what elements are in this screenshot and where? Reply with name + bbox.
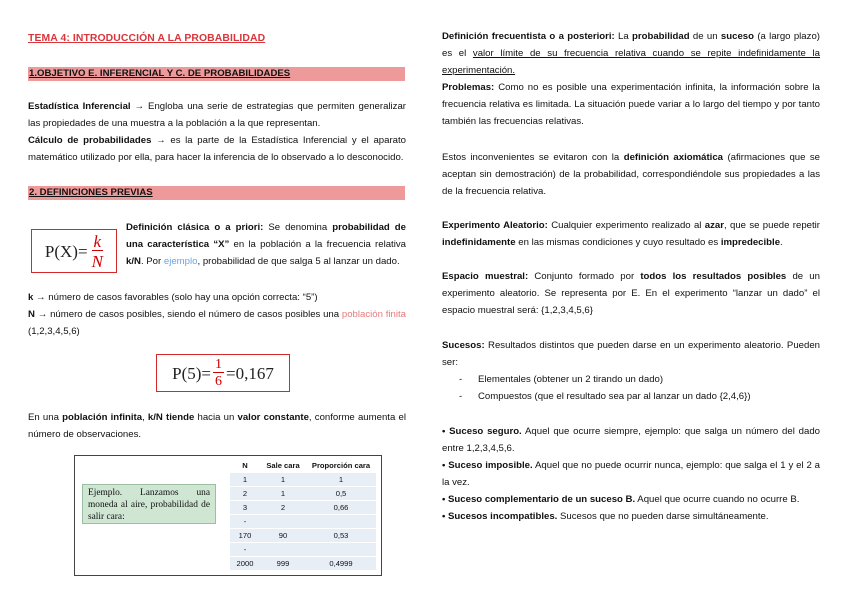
table-row [230, 529, 376, 543]
table-row [230, 487, 376, 501]
section-heading-objetivo: 1.OBJETIVO E. INFERENCIAL Y C. DE PROBABILIDADES [28, 67, 405, 81]
paragraph-espacio-muestral: Espacio muestral: Conjunto formado por todos los resultados posibles de un experimento aleatorio. Se representa por E. En el experimento “lanzar un dado” el espacio muestral será: {1,2,3,4,5,6} [442, 271, 820, 316]
paragraph-sucesos: Sucesos: Resultados distintos que pueden darse en un experimento aleatorio. Pueden ser: [442, 340, 820, 368]
list-item: - Compuestos (que el resultado sea par al lanzar un dado {2,4,6}) [442, 388, 820, 405]
table-row [230, 557, 376, 571]
table-cell: 0,66 [306, 501, 376, 515]
paragraph-problemas: Problemas: Como no es posible una experimentación infinita, la información sobre la frecuencia relativa es limitada. La situación puede variar a lo largo del tiempo y por tanto también las frecuencias relativas. [442, 82, 820, 127]
table-cell: 0,53 [306, 529, 376, 543]
paragraph-axiomatica: Estos inconvenientes se evitaron con la definición axiomática (afirmaciones que se aceptan sin demostración) de la probabilidad, correspondiéndole sus propiedades a las de la frecuencia relativa. [442, 152, 820, 197]
bullet-suceso-seguro: • Suceso seguro. Aquel que ocurre siempre, ejemplo: que salga un número del dado entre 1,2,3,4,5,6. [442, 426, 820, 454]
paragraph-n-definition: N → número de casos posibles, siendo el número de casos posibles una población finita (1,2,3,4,5,6) [28, 309, 406, 337]
table-cell: 1 [260, 487, 306, 501]
table-cell: 1 [230, 473, 260, 487]
table-cell [260, 543, 306, 557]
table-cell [260, 515, 306, 529]
table-row [230, 473, 376, 487]
paragraph-k-definition: k → número de casos favorables (solo hay una opción correcta: “5”) [28, 292, 318, 303]
table-cell: 2000 [230, 557, 260, 571]
table-cell: 0,4999 [306, 557, 376, 571]
paragraph-definicion-clasica: Definición clásica o a priori: Se denomina probabilidad de una característica “X” en la población a la frecuencia relativa k/N. Por ejemplo, probabilidad de que salga 5 al lanzar un dado. [126, 222, 406, 267]
paragraph-definicion-frecuentista: Definición frecuentista o a posteriori: La probabilidad de un suceso (a largo plazo) es el valor límite de su frecuencia relativa cuando se repite indefinidamente la experimentación. [442, 31, 820, 76]
ejemplo-link: ejemplo [163, 256, 198, 267]
table-header: Sale cara [266, 461, 300, 470]
formula-p5: P(5)= $\frac{1}{6}$ =0,167 [156, 354, 290, 392]
example-figure [74, 455, 382, 576]
paragraph-experimento-aleatorio: Experimento Aleatorio: Cualquier experimento realizado al azar, que se puede repetir indefinidamente en las mismas condiciones y cuyo resultado es impredecible. [442, 220, 820, 248]
bullet-suceso-imposible: • Suceso imposible. Aquel que no puede ocurrir nunca, ejemplo: que salga el 1 y el 2 a la vez. [442, 460, 820, 488]
table-cell: 2 [260, 501, 306, 515]
table-header: Proporción cara [311, 461, 371, 470]
table-cell [306, 515, 376, 529]
list-item: - Elementales (obtener un 2 tirando un dado) [442, 371, 820, 388]
paragraph-calculo-probabilidades: Cálculo de probabilidades → es la parte de la Estadística Inferencial y el aparato matemático utilizado por ella, para hacer la inferencia de lo observado a lo desconocido. [28, 135, 406, 163]
table-cell: 170 [230, 529, 260, 543]
table-cell: 90 [260, 529, 306, 543]
example-text: Ejemplo. Lanzamos una moneda al aire, probabilidad de salir cara: [82, 484, 216, 524]
table-cell: 2 [230, 487, 260, 501]
paragraph-estadistica-inferencial: Estadística Inferencial → Engloba una serie de estrategias que permiten generalizar las propiedades de una muestra a la población a la que representan. [28, 101, 407, 129]
table-cell: 1 [306, 473, 376, 487]
table-row [230, 501, 376, 515]
table-cell: 3 [230, 501, 260, 515]
formula-px-kn: P(X)= $\frac{k}{N}$ [31, 229, 117, 273]
paragraph-poblacion-infinita: En una población infinita, k/N tiende hacia un valor constante, conforme aumenta el número de observaciones. [28, 412, 406, 440]
section-heading-definiciones: 2. DEFINICIONES PREVIAS [28, 186, 405, 200]
sucesos-list [442, 371, 820, 405]
table-cell: - [230, 515, 260, 529]
page-title: TEMA 4: INTRODUCCIÓN A LA PROBABILIDAD [28, 33, 266, 44]
table-cell [306, 543, 376, 557]
table-row [230, 543, 376, 557]
table-cell: 1 [260, 473, 306, 487]
table-cell: 999 [260, 557, 306, 571]
bullet-sucesos-incompatibles: • Sucesos incompatibles. Sucesos que no pueden darse simultáneamente. [442, 511, 769, 522]
table-cell: 0,5 [306, 487, 376, 501]
table-row [230, 515, 376, 529]
bullet-suceso-complementario: • Suceso complementario de un suceso B. Aquel que ocurre cuando no ocurre B. [442, 494, 800, 505]
table-cell: - [230, 543, 260, 557]
coin-table [230, 460, 376, 571]
table-header: N [242, 461, 248, 470]
